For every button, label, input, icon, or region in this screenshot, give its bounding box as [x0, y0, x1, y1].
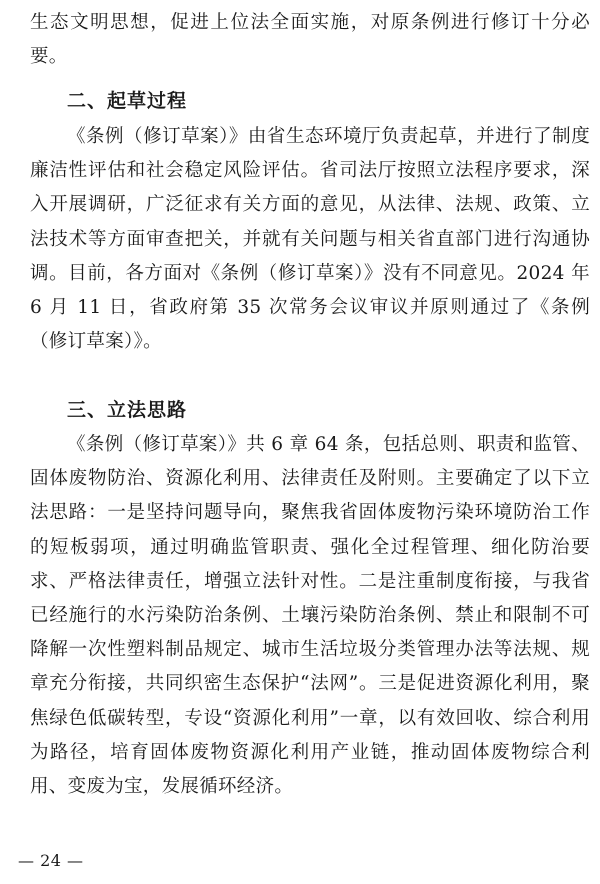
section-heading-drafting-process: 二、起草过程	[67, 90, 188, 112]
section-heading-legislative-approach: 三、立法思路	[67, 399, 188, 421]
page-number: — 24 —	[18, 851, 84, 870]
drafting-process-paragraph: 《条例（修订草案）》由省生态环境厅负责起草，并进行了制度廉洁性评估和社会稳定风险评估。省司法厅按照立法程序要求，深入开展调研，广泛征求有关方面的意见，从法律、法规、政策、立法技术等方面审查把关，并就有关问题与相关省直部门进行沟通协调。目前，各方面对《条例（修订草案）》没有不同意见。2024 年 6 月 11 日，省政府第 35 次常务会议审议并原则通过了《条例（修订草案）》。	[30, 126, 590, 353]
legislative-approach-paragraph: 《条例（修订草案）》共 6 章 64 条，包括总则、职责和监管、固体废物防治、资源化利用、法律责任及附则。主要确定了以下立法思路：一是坚持问题导向，聚焦我省固体废物污染环境防治工作的短板弱项，通过明确监管职责、强化全过程管理、细化防治要求、严格法律责任，增强立法针对性。二是注重制度衔接，与我省已经施行的水污染防治条例、土壤污染防治条例、禁止和限制不可降解一次性塑料制品规定、城市生活垃圾分类管理办法等法规、规章充分衔接，共同织密生态保护“法网”。三是促进资源化利用，聚焦绿色低碳转型，专设“资源化利用”一章，以有效回收、综合利用为路径，培育固体废物资源化利用产业链，推动固体废物综合利用、变废为宝，发展循环经济。	[30, 434, 590, 798]
intro-paragraph-end: 生态文明思想，促进上位法全面实施，对原条例进行修订十分必要。	[30, 12, 590, 68]
